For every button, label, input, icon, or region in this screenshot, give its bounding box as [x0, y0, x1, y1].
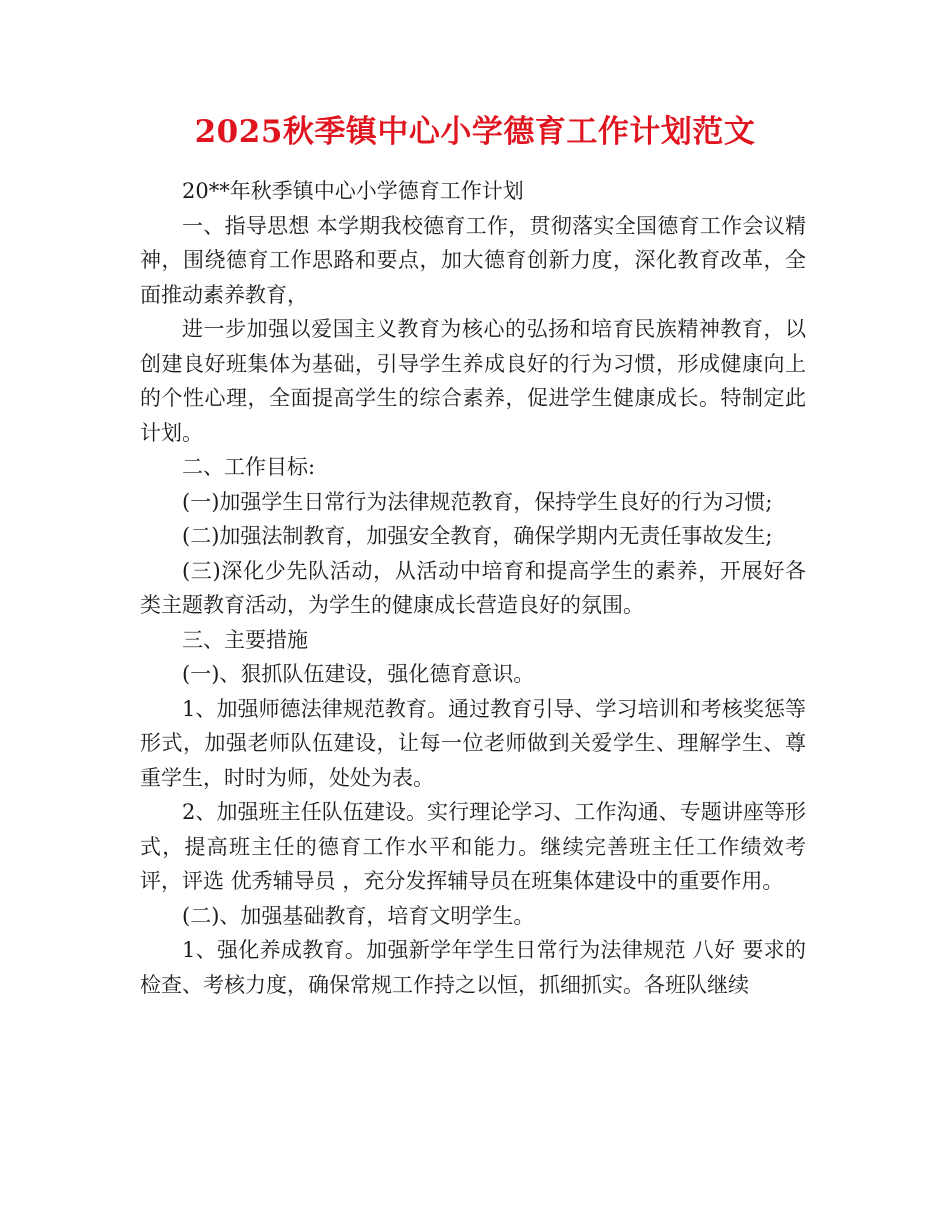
document-title: 2025秋季镇中心小学德育工作计划范文 [194, 114, 756, 150]
measure-item-1-2: 2、加强班主任队伍建设。实行理论学习、工作沟通、专题讲座等形式，提高班主任的德育工作水平和能力。继续完善班主任工作绩效考评，评选 优秀辅导员 ，充分发挥辅导员在班集体建设中的重要作用。 [140, 800, 806, 893]
goal-item-1: (一)加强学生日常行为法律规范教育，保持学生良好的行为习惯; [182, 489, 773, 514]
section-main-measures: 三、主要措施 [182, 627, 308, 652]
paragraph-guiding-thought: 一、指导思想 本学期我校德育工作，贯彻落实全国德育工作会议精神，围绕德育工作思路和要点，加大德育创新力度，深化教育改革，全面推动素养教育， [140, 213, 806, 307]
measure-subheading-1: (一)、狠抓队伍建设，强化德育意识。 [182, 662, 535, 686]
measure-subheading-2: (二)、加强基础教育，培育文明学生。 [182, 903, 535, 928]
section-work-goals: 二、工作目标: [182, 455, 316, 479]
goal-item-3: (三)深化少先队活动，从活动中培育和提高学生的素养，开展好各类主题教育活动，为学生的健康成长营造良好的氛围。 [140, 558, 806, 617]
paragraph-patriotism: 进一步加强以爱国主义教育为核心的弘扬和培育民族精神教育，以创建良好班集体为基础，引导学生养成良好的行为习惯，形成健康向上的个性心理，全面提高学生的综合素养，促进学生健康成长。特制定此计划。 [140, 317, 806, 445]
measure-item-1-1: 1、加强师德法律规范教育。通过教育引导、学习培训和考核奖惩等形式，加强老师队伍建设，让每一位老师做到关爱学生、理解学生、尊重学生，时时为师，处处为表。 [140, 696, 806, 790]
goal-item-2: (二)加强法制教育，加强安全教育，确保学期内无责任事故发生; [182, 524, 773, 548]
measure-item-2-1: 1、强化养成教育。加强新学年学生日常行为法律规范 八好 要求的检查、考核力度，确保常规工作持之以恒，抓细抓实。各班队继续 [140, 938, 806, 997]
document-body [140, 174, 806, 1002]
paragraph-heading: 20**年秋季镇中心小学德育工作计划 [182, 179, 524, 203]
